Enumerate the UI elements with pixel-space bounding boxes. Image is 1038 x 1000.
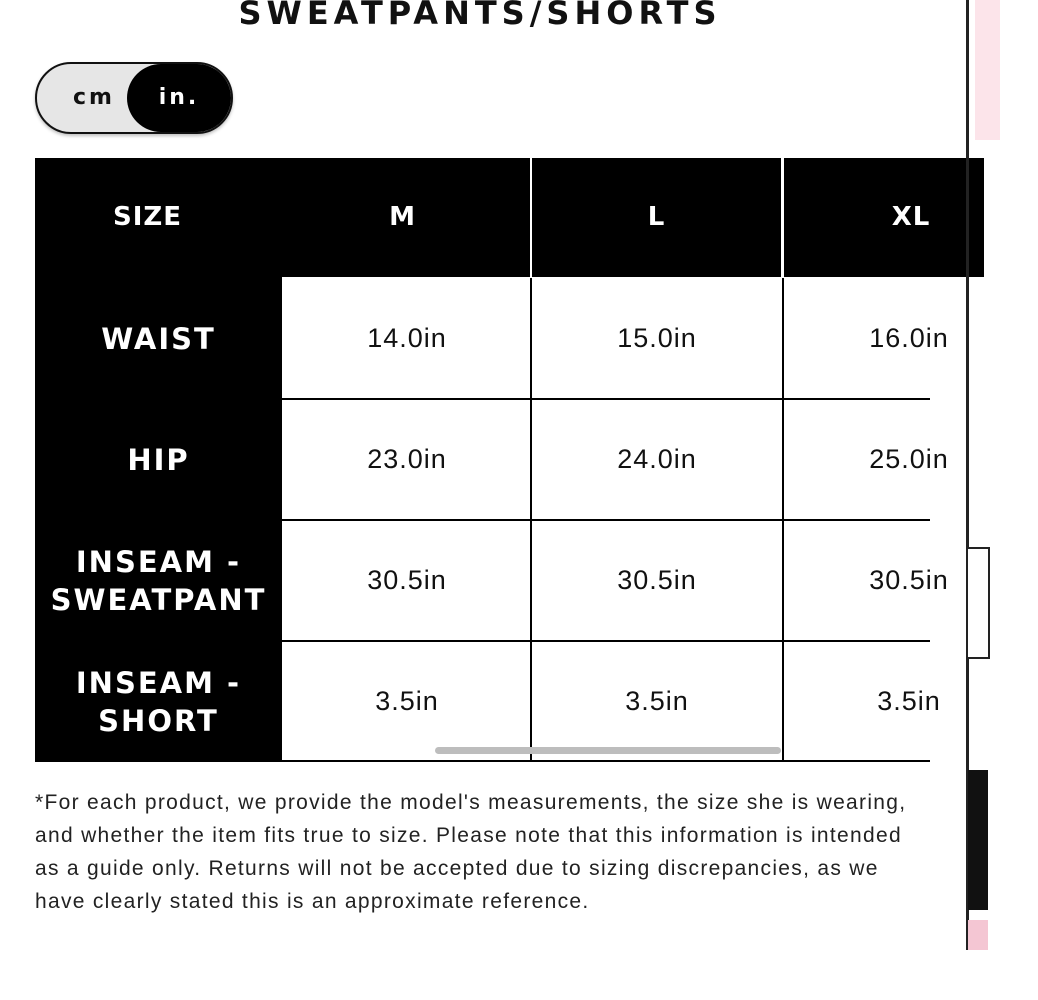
row-label-line: INSEAM - [75, 545, 242, 579]
table-cell: 3.5in [625, 686, 689, 716]
size-header-label: SIZE [112, 202, 182, 232]
sizing-disclaimer: *For each product, we provide the model's measurements, the size she is wearing, and whether the item fits true to size. Please note that this information is intended as a guide only. Returns will not be accepted due to sizing discrepancies, as we have clearly stated this is an approximate reference. [35, 791, 907, 913]
row-label-hip [35, 400, 282, 520]
table-header-l [532, 158, 781, 277]
unit-option-cm[interactable]: cm [73, 85, 115, 110]
table-cell: 3.5in [877, 686, 941, 716]
size-header-xl: XL [891, 202, 931, 232]
size-chart-table[interactable] [35, 158, 949, 762]
edge-panel-pink [975, 0, 1000, 140]
table-cell: 25.0in [869, 444, 949, 474]
table-cell: 16.0in [869, 323, 949, 353]
row-label-line: SHORT [98, 704, 219, 738]
horizontal-scrollbar[interactable] [435, 747, 781, 754]
unit-toggle[interactable] [35, 62, 233, 134]
table-cell: 30.5in [617, 565, 697, 595]
table-cell: 3.5in [375, 686, 439, 716]
table-cell: 15.0in [617, 323, 697, 353]
table-header-left [35, 158, 530, 277]
edge-tab-outline[interactable] [968, 547, 990, 659]
table-cell: 23.0in [367, 444, 447, 474]
table-cell: 14.0in [367, 323, 447, 353]
row-label-line: WAIST [101, 322, 216, 356]
row-label-inseam-short [35, 642, 282, 762]
size-header-l: L [647, 202, 666, 232]
row-label-line: SWEATPANT [50, 583, 267, 617]
edge-panel-pink-bottom [968, 920, 988, 950]
edge-panel-black [968, 770, 988, 910]
table-cell: 24.0in [617, 444, 697, 474]
table-header-xl [784, 158, 984, 277]
table-cell: 30.5in [367, 565, 447, 595]
unit-option-in[interactable]: in. [127, 64, 231, 132]
row-label-line: INSEAM - [75, 666, 242, 700]
row-label-waist [35, 279, 282, 399]
page-title: SWEATPANTS/SHORTS [238, 0, 722, 32]
size-header-m: M [389, 202, 416, 232]
row-label-inseam-sweatpant [35, 521, 282, 641]
table-cell: 30.5in [869, 565, 949, 595]
row-label-line: HIP [127, 443, 190, 477]
